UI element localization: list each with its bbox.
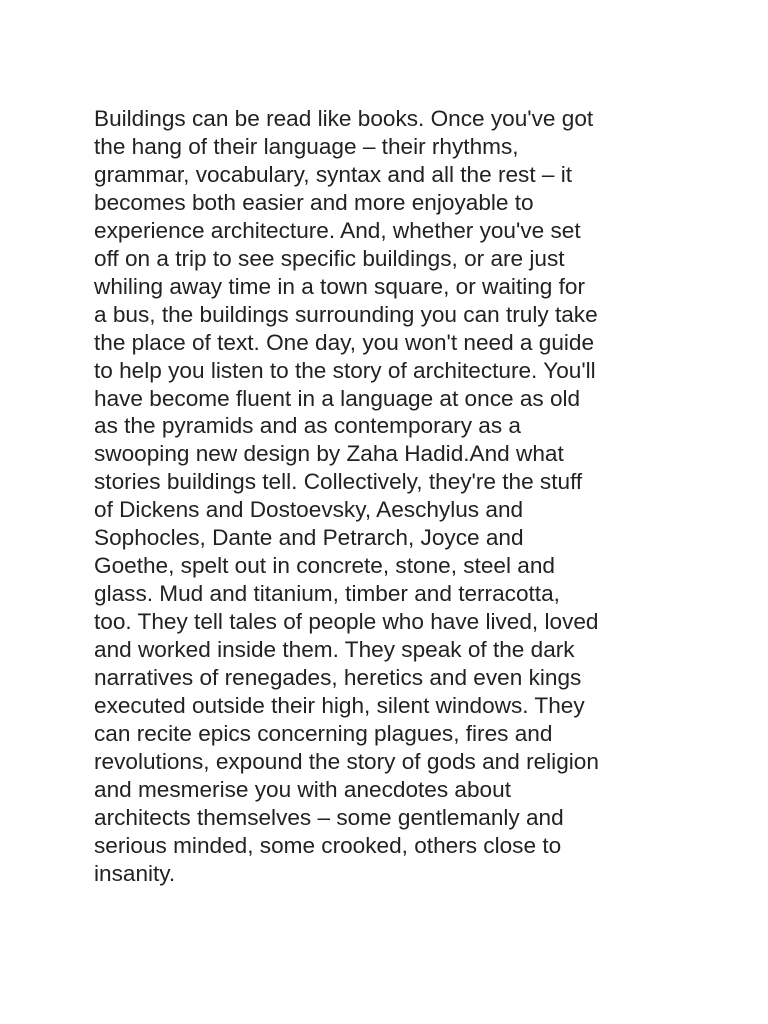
- paragraph-line: Goethe, spelt out in concrete, stone, steel and: [94, 553, 555, 579]
- paragraph-line: and worked inside them. They speak of the dark: [94, 637, 575, 663]
- paragraph-line: off on a trip to see specific buildings, or are just: [94, 245, 565, 271]
- paragraph-line: glass. Mud and titanium, timber and terracotta,: [94, 581, 560, 607]
- paragraph-line: too. They tell tales of people who have lived, loved: [94, 609, 599, 635]
- paragraph-line: revolutions, expound the story of gods and religion: [94, 748, 599, 774]
- paragraph-line: the hang of their language – their rhythms,: [94, 133, 519, 159]
- paragraph-line: and mesmerise you with anecdotes about: [94, 776, 511, 802]
- paragraph-line: insanity.: [94, 860, 176, 886]
- paragraph-line: experience architecture. And, whether you've set: [94, 217, 581, 243]
- paragraph-line: executed outside their high, silent windows. They: [94, 693, 585, 719]
- paragraph-line: have become fluent in a language at once as old: [94, 385, 581, 411]
- paragraph-line: whiling away time in a town square, or waiting for: [94, 273, 586, 299]
- paragraph-line: stories buildings tell. Collectively, they're the stuff: [94, 469, 583, 495]
- paragraph-line: grammar, vocabulary, syntax and all the rest – it: [94, 161, 573, 187]
- paragraph-line: Buildings can be read like books. Once you've got: [94, 106, 594, 131]
- paragraph-line: the place of text. One day, you won't need a guide: [94, 329, 595, 355]
- paragraph-line: becomes both easier and more enjoyable to: [94, 189, 534, 215]
- paragraph-line: swooping new design by Zaha Hadid.And what: [94, 441, 564, 467]
- paragraph-line: of Dickens and Dostoevsky, Aeschylus and: [94, 497, 524, 523]
- paragraph-line: architects themselves – some gentlemanly and: [94, 804, 564, 830]
- paragraph-line: serious minded, some crooked, others close to: [94, 832, 562, 858]
- paragraph-line: as the pyramids and as contemporary as a: [94, 413, 521, 439]
- body-paragraph: [94, 105, 674, 888]
- paragraph-line: Sophocles, Dante and Petrarch, Joyce and: [94, 525, 524, 551]
- paragraph-line: a bus, the buildings surrounding you can truly take: [94, 301, 598, 327]
- paragraph-line: narratives of renegades, heretics and even kings: [94, 665, 582, 691]
- paragraph-line: to help you listen to the story of architecture. You'll: [94, 357, 596, 383]
- paragraph-line: can recite epics concerning plagues, fires and: [94, 720, 553, 746]
